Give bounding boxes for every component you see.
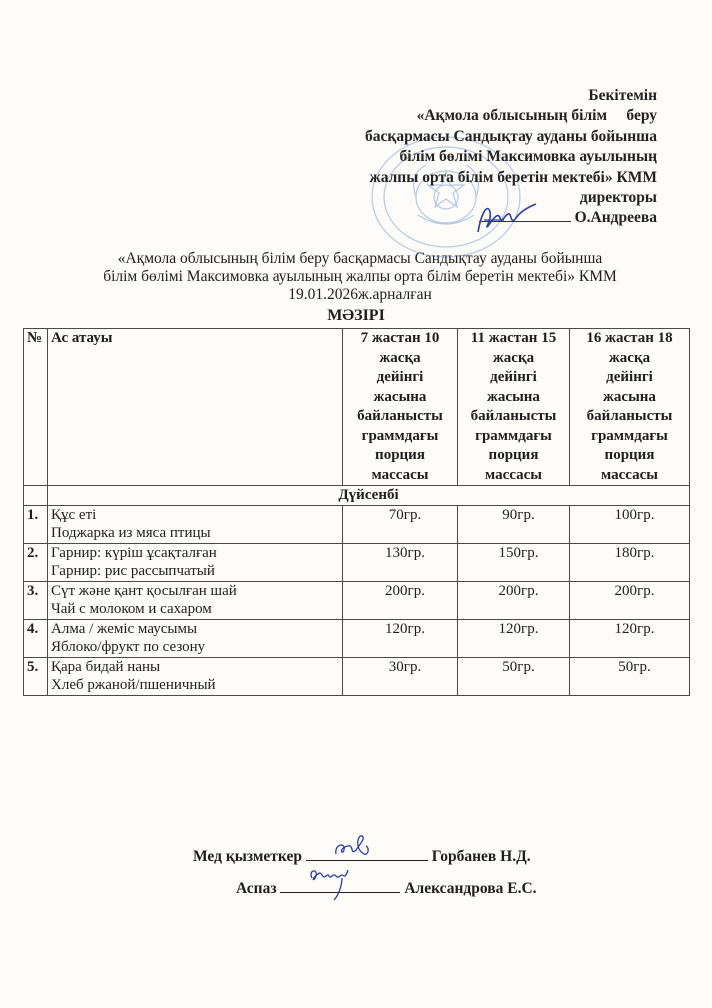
table-row — [24, 582, 690, 620]
heading-date: 19.01.2026ж.арналған — [288, 286, 432, 303]
header-text: дейінгі — [376, 369, 424, 385]
row-num: 3. — [24, 582, 48, 620]
director-name: О.Андреева — [574, 209, 657, 227]
table-row — [24, 506, 690, 544]
header-text: граммдағы — [475, 427, 552, 444]
header-text: байланысты — [470, 408, 557, 424]
table-row — [24, 620, 690, 658]
dish-name-kz: Сүт және қант қосылған шай — [51, 583, 237, 599]
header-text: массасы — [485, 466, 542, 483]
portion-value: 130гр. — [385, 545, 425, 561]
dish-name-kz: Құс еті — [51, 507, 97, 523]
portion-value: 200гр. — [385, 583, 425, 599]
header-text: 7 жастан 10 — [360, 330, 440, 346]
portion-value: 120гр. — [498, 621, 539, 637]
cook-label: Аспаз — [236, 880, 277, 897]
portion-value: 150гр. — [498, 545, 539, 561]
portion-11-15 — [458, 506, 570, 544]
portion-7-10 — [343, 544, 458, 582]
cook-name: Александрова Е.С. — [404, 880, 537, 897]
row-num: 1. — [24, 506, 48, 544]
portion-7-10 — [343, 620, 458, 658]
portion-value: 120гр. — [614, 621, 655, 637]
header-text: 11 жастан 15 — [470, 330, 557, 346]
cook-signature-icon — [306, 864, 352, 904]
table-row — [24, 658, 690, 696]
dish-name-ru: Яблоко/фрукт по сезону — [51, 639, 206, 655]
portion-16-18 — [570, 582, 690, 620]
dish-name — [48, 506, 343, 544]
table-header-row — [24, 329, 690, 486]
header-text: дейінгі — [490, 369, 537, 385]
header-text: байланысты — [357, 408, 443, 424]
portion-16-18 — [570, 544, 690, 582]
header-age-16-18 — [570, 329, 690, 486]
portion-7-10 — [343, 582, 458, 620]
header-text: жасына — [373, 388, 427, 405]
portion-11-15 — [458, 620, 570, 658]
dish-name-kz: Алма / жеміс маусымы — [51, 621, 198, 637]
header-text: массасы — [371, 466, 429, 483]
dish-name — [48, 582, 343, 620]
dish-name — [48, 544, 343, 582]
portion-value: 120гр. — [385, 621, 425, 637]
menu-title: МӘЗІРІ — [327, 307, 385, 324]
director-signature-icon — [470, 200, 540, 240]
portion-7-10 — [343, 658, 458, 696]
portion-value: 50гр. — [618, 659, 651, 675]
header-age-7-10 — [343, 329, 458, 486]
header-age-11-15 — [458, 329, 570, 486]
day-label: Дүйсенбі — [48, 486, 690, 506]
header-text: порция — [488, 447, 539, 463]
portion-16-18 — [570, 658, 690, 696]
day-row — [24, 486, 690, 506]
portion-value: 30гр. — [388, 659, 422, 675]
header-text: 16 жастан 18 — [586, 330, 673, 346]
signature-underline — [306, 848, 428, 861]
header-text: байланысты — [586, 408, 673, 424]
portion-11-15 — [458, 544, 570, 582]
dish-name — [48, 658, 343, 696]
document-heading — [60, 250, 660, 304]
portion-value: 180гр. — [614, 545, 655, 561]
portion-value: 90гр. — [502, 507, 535, 523]
header-num: № — [24, 329, 48, 486]
portion-value: 70гр. — [388, 507, 422, 523]
med-worker-name: Горбанев Н.Д. — [431, 848, 531, 865]
header-text: жасына — [603, 388, 656, 405]
signature-underline — [280, 880, 400, 893]
header-text: жасқа — [608, 349, 651, 366]
dish-name-ru: Чай с молоком и сахаром — [51, 601, 212, 617]
dish-name-ru: Хлеб ржаной/пшеничный — [51, 677, 216, 693]
approval-line: Бекітемін — [588, 87, 657, 104]
portion-16-18 — [570, 620, 690, 658]
dish-name-ru: Гарнир: рис рассыпчатый — [51, 563, 215, 579]
portion-value: 200гр. — [614, 583, 655, 599]
portion-value: 50гр. — [502, 659, 535, 675]
med-worker-label: Мед қызметкер — [193, 848, 302, 865]
portion-value: 200гр. — [498, 583, 539, 599]
portion-16-18 — [570, 506, 690, 544]
row-num: 4. — [24, 620, 48, 658]
cook-signature-line — [236, 880, 537, 898]
header-text: порция — [604, 447, 655, 463]
med-worker-signature-line — [193, 848, 531, 866]
row-num: 5. — [24, 658, 48, 696]
dish-name-kz: Гарнир: күріш ұсақталған — [51, 545, 217, 561]
portion-11-15 — [458, 582, 570, 620]
header-text: жасқа — [379, 349, 421, 366]
heading-line-1: «Ақмола облысының білім беру басқармасы Сандықтау ауданы бойынша — [117, 250, 603, 267]
header-text: жасқа — [492, 349, 535, 366]
table-row — [24, 544, 690, 582]
approval-line: директоры — [579, 189, 657, 207]
menu-table — [23, 328, 690, 696]
dish-name-kz: Қара бидай наны — [51, 659, 161, 675]
portion-value: 100гр. — [614, 507, 655, 523]
approval-line: білім бөлімі Максимовка ауылының — [399, 148, 657, 166]
empty-cell — [24, 486, 48, 506]
approval-line: басқармасы Сандықтау ауданы бойынша — [365, 127, 657, 145]
portion-7-10 — [343, 506, 458, 544]
header-text: порция — [375, 447, 425, 463]
heading-line-2: білім бөлімі Максимовка ауылының жалпы орта білім беретін мектебі» КММ — [103, 268, 617, 285]
dish-name-ru: Поджарка из мяса птицы — [51, 525, 211, 541]
approval-line: жалпы орта білім беретін мектебі» КММ — [369, 168, 657, 186]
portion-11-15 — [458, 658, 570, 696]
approval-line: «Ақмола облысының білім беру — [416, 107, 657, 125]
header-text: граммдағы — [361, 427, 439, 444]
row-num: 2. — [24, 544, 48, 582]
header-text: массасы — [601, 466, 658, 483]
header-text: жасына — [487, 388, 540, 405]
header-text: дейінгі — [606, 369, 653, 385]
dish-name — [48, 620, 343, 658]
header-text: граммдағы — [591, 427, 668, 444]
header-dish-name: Ас атауы — [48, 329, 343, 486]
med-worker-signature-icon — [332, 834, 372, 860]
